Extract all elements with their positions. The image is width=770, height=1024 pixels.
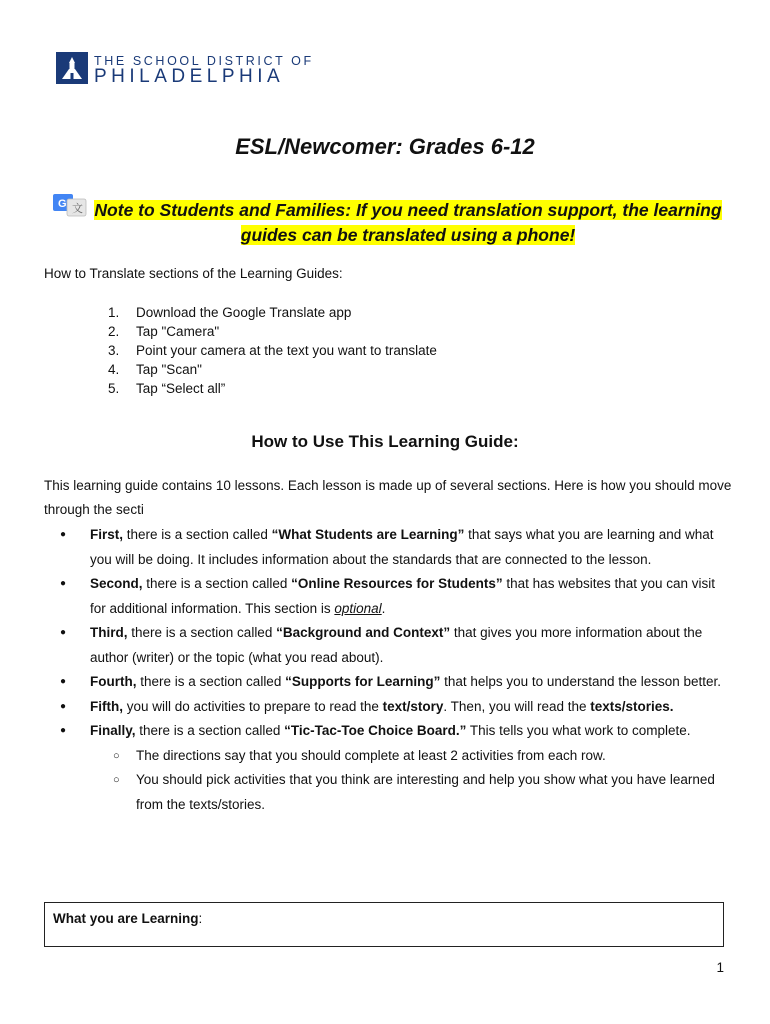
guide-bullets-list <box>60 523 730 817</box>
svg-text:文: 文 <box>72 202 83 215</box>
list-item: 2. Tap "Camera" <box>108 324 220 339</box>
district-logo <box>56 52 314 88</box>
list-item: ● Third, there is a section called “Background and Context” that gives you more information about the author (writer) or the topic (what you read about). <box>60 621 730 670</box>
note-line2: guides can be translated using a phone! <box>240 225 576 245</box>
bell-tower-icon <box>56 52 88 84</box>
list-item: ○ The directions say that you should complete at least 2 activities from each row. <box>90 744 730 769</box>
section-heading: How to Use This Learning Guide: <box>251 432 519 451</box>
logo-text-line2: PHILADELPHIA <box>94 66 285 87</box>
list-item: ● Fourth, there is a section called “Supports for Learning” that helps you to understand the lesson better. <box>60 670 730 695</box>
list-item: 3. Point your camera at the text you want to translate <box>108 343 437 358</box>
list-item: 1. Download the Google Translate app <box>108 305 352 320</box>
howto-heading: How to Translate sections of the Learning Guides: <box>44 266 343 281</box>
sub-bullets-list <box>90 744 730 818</box>
list-item: ● First, there is a section called “What Students are Learning” that says what you are learning and what you will be doing. It includes information about the standards that are connected to the lesson. <box>60 523 730 572</box>
list-item: ● Fifth, you will do activities to prepare to read the text/story. Then, you will read the texts/stories. <box>60 695 730 720</box>
intro-paragraph: This learning guide contains 10 lessons. Each lesson is made up of several sections. Here is how you should move through the secti <box>44 478 732 517</box>
list-item: ● Second, there is a section called “Online Resources for Students” that has websites that you can visit for additional information. This section is optional. <box>60 572 730 621</box>
list-item: 5. Tap “Select all” <box>108 381 226 396</box>
list-item: 4. Tap "Scan" <box>108 362 202 377</box>
learning-box <box>44 902 724 947</box>
learning-box-label: What you are Learning: <box>53 911 203 926</box>
svg-text:G: G <box>58 198 67 210</box>
logo-text-line1: THE SCHOOL DISTRICT OF <box>94 54 314 68</box>
list-item: ○ You should pick activities that you think are interesting and help you show what you have learned from the texts/stories. <box>90 768 730 817</box>
page-number: 1 <box>716 960 724 975</box>
note-line1: Note to Students and Families: If you need translation support, the learning <box>94 200 722 220</box>
list-item: ● Finally, there is a section called “Tic-Tac-Toe Choice Board.” This tells you what work to complete. ○ The directions say that you should complete at least 2 activities from each row. ○ You should pick activities that you think are interesting and help you show what you have learned from the texts/stories. <box>60 719 730 817</box>
page-title: ESL/Newcomer: Grades 6-12 <box>235 134 535 159</box>
translate-steps-list <box>108 303 437 398</box>
translation-note <box>88 198 728 248</box>
google-translate-icon <box>52 193 88 217</box>
